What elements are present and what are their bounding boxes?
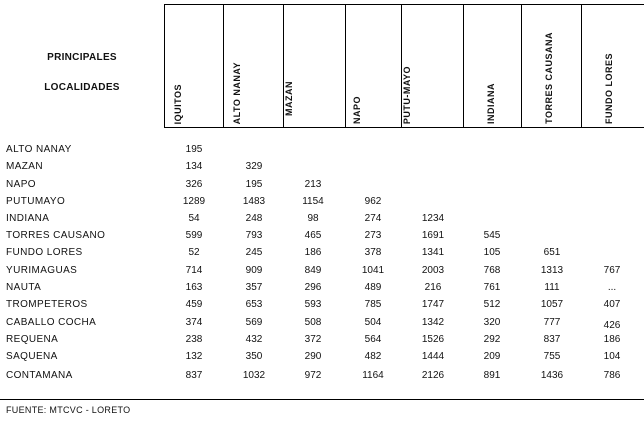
table-cell: 326 [185, 179, 203, 190]
table-cell: 761 [483, 282, 501, 293]
row-label: REQUENA [6, 334, 59, 345]
table-cell: 238 [185, 334, 203, 345]
table-cell: 195 [185, 144, 203, 155]
column-label-napo: NAPO [352, 95, 362, 124]
table-cell: 320 [483, 317, 501, 328]
column-header-iquitos [164, 4, 224, 128]
table-cell: 837 [185, 370, 203, 381]
row-label: TROMPETEROS [6, 299, 88, 310]
table-cell: 545 [483, 230, 501, 241]
table-cell: 909 [245, 265, 263, 276]
table-cell: 962 [364, 196, 382, 207]
table-cell: 216 [424, 282, 442, 293]
column-label-mazan: MAZAN [284, 81, 294, 116]
table-cell: 1342 [421, 317, 445, 328]
row-label: CONTAMANA [6, 370, 73, 381]
table-cell: 504 [364, 317, 382, 328]
table-cell: 1444 [421, 351, 445, 362]
table-cell: 512 [483, 299, 501, 310]
table-cell: 1526 [421, 334, 445, 345]
table-cell: 407 [603, 299, 621, 310]
table-cell: 1747 [421, 299, 445, 310]
column-label-torres-causana: TORRES CAUSANA [544, 32, 554, 124]
table-cell: 972 [304, 370, 322, 381]
column-label-putumayo: PUTU-MAYO [402, 65, 412, 124]
table-cell: ... [607, 282, 617, 293]
table-cell: 837 [543, 334, 561, 345]
table-cell: 482 [364, 351, 382, 362]
table-cell: 755 [543, 351, 561, 362]
table-cell: 714 [185, 265, 203, 276]
table-cell: 426 [603, 320, 621, 331]
table-cell: 111 [544, 282, 560, 293]
table-cell: 1032 [242, 370, 266, 381]
table-cell: 132 [185, 351, 203, 362]
table-cell: 274 [364, 213, 382, 224]
table-cell: 186 [304, 247, 322, 258]
table-cell: 186 [603, 334, 621, 345]
row-label: NAUTA [6, 282, 42, 293]
table-cell: 105 [483, 247, 501, 258]
row-label: CABALLO COCHA [6, 317, 97, 328]
table-cell: 489 [364, 282, 382, 293]
table-cell: 213 [304, 179, 322, 190]
row-label: SAQUENA [6, 351, 58, 362]
row-label: MAZAN [6, 161, 43, 172]
table-cell: 290 [304, 351, 322, 362]
column-label-fundo-lores: FUNDO LORES [604, 52, 614, 124]
table-cell: 785 [364, 299, 382, 310]
table-cell: 569 [245, 317, 263, 328]
table-cell: 1164 [362, 370, 384, 381]
table-cell: 767 [603, 265, 621, 276]
row-label: YURIMAGUAS [6, 265, 78, 276]
table-cell: 292 [483, 334, 501, 345]
row-label: PUTUMAYO [6, 196, 66, 207]
column-label-iquitos: IQUITOS [173, 83, 183, 124]
column-header-fundo-lores [582, 4, 644, 128]
table-cell: 1313 [540, 265, 564, 276]
table-cell: 768 [483, 265, 501, 276]
table-cell: 459 [185, 299, 203, 310]
table-cell: 432 [245, 334, 263, 345]
table-cell: 465 [304, 230, 322, 241]
row-label: TORRES CAUSANO [6, 230, 106, 241]
table-cell: 793 [245, 230, 263, 241]
table-cell: 98 [307, 213, 319, 224]
table-cell: 849 [304, 265, 322, 276]
table-cell: 2126 [421, 370, 445, 381]
table-cell: 653 [245, 299, 263, 310]
row-label: NAPO [6, 179, 36, 190]
table-cell: 786 [603, 370, 621, 381]
table-cell: 104 [603, 351, 621, 362]
source-note: FUENTE: MTCVC - LORETO [6, 405, 131, 415]
table-cell: 1691 [421, 230, 445, 241]
table-cell: 1483 [242, 196, 266, 207]
table-cell: 1341 [421, 247, 445, 258]
table-cell: 195 [245, 179, 263, 190]
table-cell: 564 [364, 334, 382, 345]
table-cell: 2003 [421, 265, 445, 276]
row-label: INDIANA [6, 213, 50, 224]
table-cell: 1289 [182, 196, 206, 207]
table-cell: 296 [304, 282, 322, 293]
table-cell: 599 [185, 230, 203, 241]
table-cell: 1436 [540, 370, 564, 381]
table-cell: 1154 [302, 196, 324, 207]
column-header-indiana [464, 4, 522, 128]
column-header-putumayo [402, 4, 464, 128]
table-cell: 593 [304, 299, 322, 310]
table-cell: 209 [483, 351, 501, 362]
table-cell: 508 [304, 317, 322, 328]
table-cell: 52 [188, 247, 200, 258]
table-cell: 891 [483, 370, 501, 381]
table-cell: 1234 [421, 213, 445, 224]
table-cell: 1041 [361, 265, 385, 276]
table-cell: 273 [364, 230, 382, 241]
table-cell: 372 [304, 334, 322, 345]
column-header-torres-causana [522, 4, 582, 128]
column-label-alto-nanay: ALTO NANAY [232, 61, 242, 124]
column-header-mazan [284, 4, 346, 128]
table-cell: 651 [543, 247, 561, 258]
table-cell: 378 [364, 247, 382, 258]
table-cell: 329 [245, 161, 263, 172]
table-cell: 248 [245, 213, 263, 224]
table-cell: 357 [245, 282, 263, 293]
table-cell: 777 [543, 317, 561, 328]
row-label: FUNDO LORES [6, 247, 83, 258]
column-header-alto-nanay [224, 4, 284, 128]
table-cell: 350 [245, 351, 263, 362]
column-header-napo [346, 4, 402, 128]
table-cell: 245 [245, 247, 263, 258]
header-title-line2: LOCALIDADES [44, 82, 120, 93]
header-title-line1: PRINCIPALES [47, 52, 117, 63]
table-cell: 374 [185, 317, 203, 328]
table-cell: 54 [188, 213, 200, 224]
table-cell: 163 [185, 282, 203, 293]
table-header [0, 0, 644, 130]
table-cell: 1057 [540, 299, 564, 310]
footer-rule [0, 399, 644, 400]
column-label-indiana: INDIANA [486, 83, 496, 124]
row-label: ALTO NANAY [6, 144, 72, 155]
table-cell: 134 [185, 161, 203, 172]
